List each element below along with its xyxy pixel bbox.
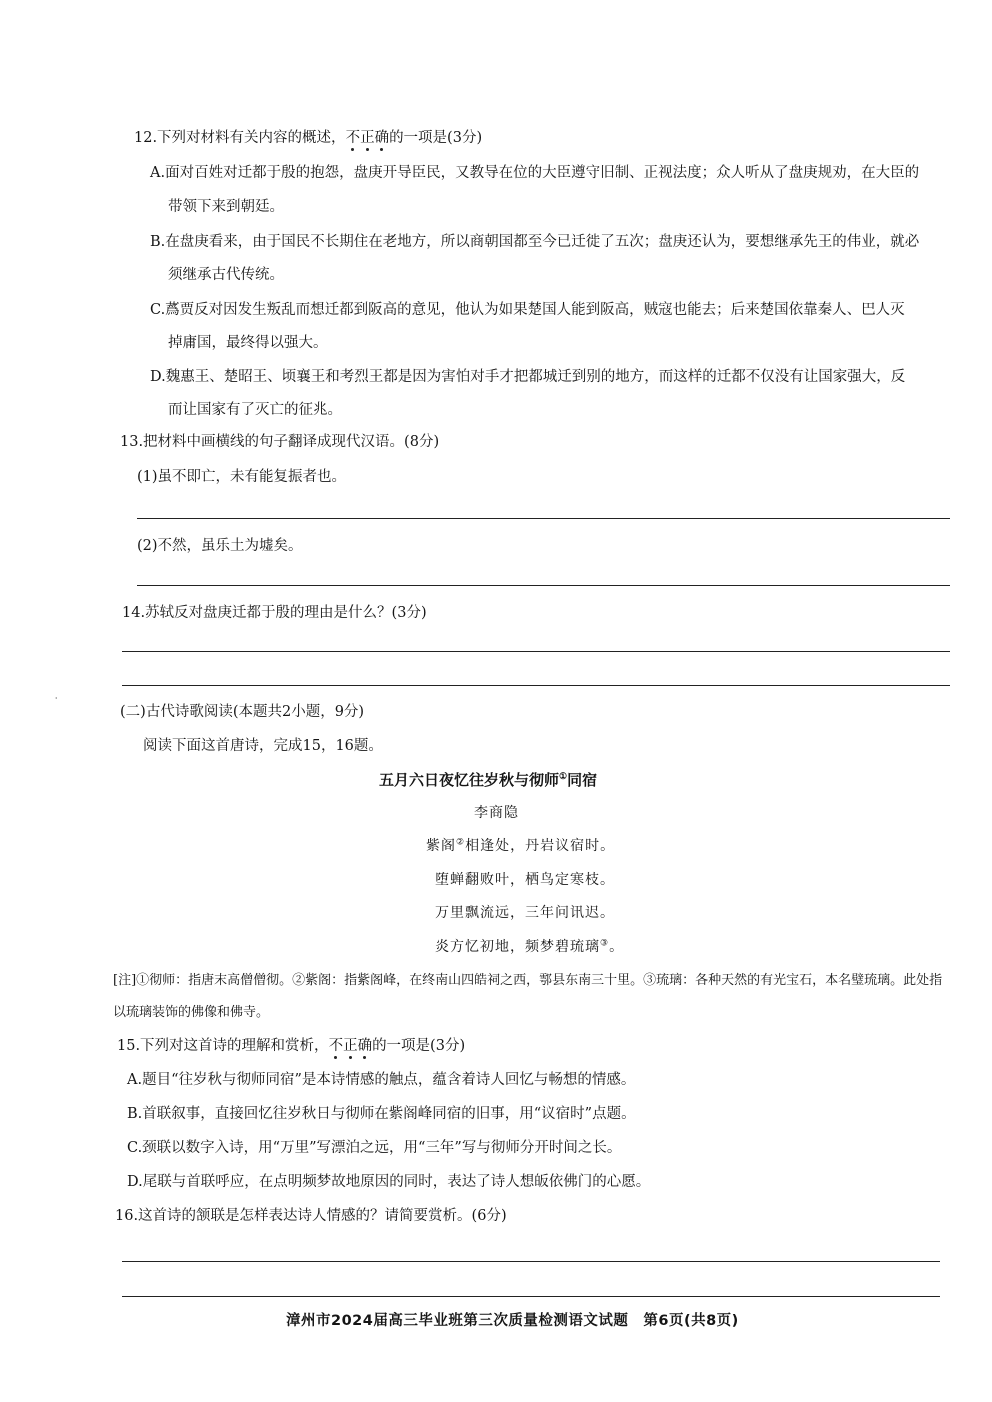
emphasis-char: 正 xyxy=(343,1038,358,1054)
q14-stem: 14.苏轼反对盘庚迁都于殷的理由是什么？(3分) xyxy=(122,605,427,621)
poem-note-line2: 以琉璃装饰的佛像和佛寺。 xyxy=(113,1005,270,1020)
emphasis-char: 不 xyxy=(328,1038,344,1054)
q12-option-d-line2: 而让国家有了灭亡的征兆。 xyxy=(168,402,342,418)
q15-option-d: D.尾联与首联呼应，在点明频梦故地原因的同时，表达了诗人想皈依佛门的心愿。 xyxy=(127,1174,651,1190)
q16-stem: 16.这首诗的颔联是怎样表达诗人情感的？请简要赏析。(6分) xyxy=(115,1208,507,1224)
poem-line-3: 万里飘流远，三年问讯迟。 xyxy=(435,905,615,921)
emphasis-char: 确 xyxy=(374,130,390,146)
q12-stem: 12.下列对材料有关内容的概述，不正确的一项是(3分) xyxy=(134,130,483,146)
answer-line xyxy=(122,1261,940,1262)
answer-line xyxy=(122,685,950,686)
poem-line-4: 炎方忆初地，频梦碧琉璃③。 xyxy=(435,938,625,955)
q12-option-a-line2: 带领下来到朝廷。 xyxy=(168,199,284,215)
q15-option-a: A.题目“往岁秋与彻师同宿”是本诗情感的触点，蕴含着诗人回忆与畅想的情感。 xyxy=(127,1072,636,1088)
q13-sentence-1: (1)虽不即亡，未有能复振者也。 xyxy=(137,469,347,485)
q12-option-c-line1: C.蔿贾反对因发生叛乱而想迁都到阪高的意见，他认为如果楚国人能到阪高，贼寇也能去；后来楚国依靠秦人、巴人灭 xyxy=(150,302,905,318)
section-heading: (二)古代诗歌阅读(本题共2小题，9分) xyxy=(120,704,365,720)
section-instruction: 阅读下面这首唐诗，完成15，16题。 xyxy=(143,738,383,754)
poem-line-1: 紫阁②相逢处，丹岩议宿时。 xyxy=(426,837,616,854)
q13-stem: 13.把材料中画横线的句子翻译成现代汉语。(8分) xyxy=(120,434,440,450)
q12-option-a-line1: A.面对百姓对迁都于殷的抱怨，盘庚开导臣民，又教导在位的大臣遵守旧制、正视法度；众人听从了盘庚规劝，在大臣的 xyxy=(150,165,920,181)
poem-note-line1: [注]①彻师：指唐末高僧僧彻。②紫阁：指紫阁峰，在终南山四皓祠之西，鄠县东南三十里。③琉璃：各种天然的有光宝石，本名璧琉璃。此处指 xyxy=(113,973,943,988)
poem-line-2: 堕蝉翻败叶，栖鸟定寒枝。 xyxy=(435,872,615,888)
answer-line xyxy=(137,585,950,586)
q12-option-c-line2: 掉庸国，最终得以强大。 xyxy=(168,335,328,351)
poem-title: 五月六日夜忆往岁秋与彻师①同宿 xyxy=(379,771,598,789)
poem-author: 李商隐 xyxy=(474,805,519,821)
q15-option-b: B.首联叙事，直接回忆往岁秋日与彻师在紫阁峰同宿的旧事，用“议宿时”点题。 xyxy=(127,1106,636,1122)
q15-option-c: C.颈联以数字入诗，用“万里”写漂泊之远，用“三年”写与彻师分开时间之长。 xyxy=(127,1140,622,1156)
q12-option-b-line1: B.在盘庚看来，由于国民不长期住在老地方，所以商朝国都至今已迁徙了五次；盘庚还认为，要想继承先王的伟业，就必 xyxy=(150,234,920,250)
answer-line xyxy=(137,518,950,519)
emphasis-char: 不 xyxy=(345,130,361,146)
emphasis-char: 正 xyxy=(360,130,375,146)
answer-line xyxy=(122,1296,940,1297)
emphasis-char: 确 xyxy=(357,1038,373,1054)
q12-option-b-line2: 须继承古代传统。 xyxy=(168,267,284,283)
scan-speck: ⸳ xyxy=(55,693,58,703)
q13-sentence-2: (2)不然，虽乐土为墟矣。 xyxy=(137,538,303,554)
answer-line xyxy=(122,651,950,652)
page-footer: 漳州市2024届高三毕业班第三次质量检测语文试题 第6页(共8页) xyxy=(286,1313,739,1329)
q12-option-d-line1: D.魏惠王、楚昭王、顷襄王和考烈王都是因为害怕对手才把都城迁到别的地方，而这样的迁都不仅没有让国家强大，反 xyxy=(150,369,906,385)
q15-stem: 15.下列对这首诗的理解和赏析，不正确的一项是(3分) xyxy=(117,1038,466,1054)
